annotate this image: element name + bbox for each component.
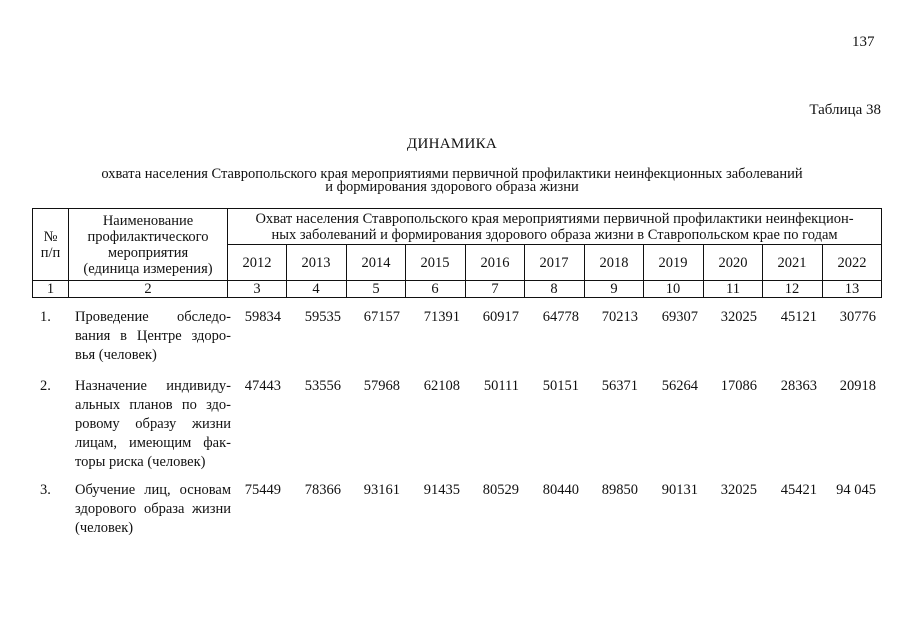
row-number: 2. [40,378,51,394]
col-number: 7 [491,281,499,297]
row-value: 20918 [839,378,876,394]
header-num [33,209,68,280]
row-value: 59834 [244,309,281,325]
header-year: 2019 [658,254,688,271]
col-number: 11 [726,281,740,297]
row-value: 60917 [482,309,519,325]
row-name-line: здорового образа жизни [75,501,231,517]
row-name [75,308,231,365]
header-year: 2013 [301,254,331,271]
header-year: 2015 [420,254,450,271]
col-number: 12 [784,281,800,297]
col-number: 5 [372,281,380,297]
row-value: 62108 [423,378,460,394]
header-num-label: № [43,228,58,245]
row-value: 45421 [780,482,817,498]
table-header [32,208,882,298]
row-value: 71391 [423,309,460,325]
table-label: Таблица 38 [809,102,881,118]
column-number-row-border [32,297,882,298]
row-name [75,481,231,538]
subheading-line-1: охвата населения Ставропольского края мероприятиями первичной профилактики неинфекционных заболеваний [101,166,803,182]
row-value: 80440 [542,482,579,498]
document-heading: ДИНАМИКА [406,136,498,152]
page-number: 137 [852,34,875,50]
header-year: 2021 [777,254,807,271]
row-name-line: вья (человек) [75,347,157,363]
row-value: 56264 [661,378,698,394]
row-name-line: Проведение обследо- [75,309,231,325]
row-value: 56371 [601,378,638,394]
col-number-2: 2 [144,281,152,297]
header-year: 2014 [361,254,391,271]
row-value: 93161 [363,482,400,498]
row-value: 47443 [244,378,281,394]
header-group-line-2: ных заболеваний и формирования здорового образа жизни в Ставропольском крае по годам [271,226,838,243]
row-value: 32025 [720,309,757,325]
row-name-line: торы риска (человек) [75,454,206,470]
col-number: 4 [312,281,320,297]
row-value: 53556 [304,378,341,394]
header-name-line-3: мероприятия [107,244,189,261]
col-number: 10 [665,281,681,297]
table-right-border [881,208,882,298]
header-year: 2022 [837,254,867,271]
header-name [69,209,227,280]
row-name-line: вания в Центре здоро- [75,328,231,344]
header-group-line-1: Охват населения Ставропольского края мероприятиями первичной профилактики неинфекцион- [255,210,854,227]
row-value: 80529 [482,482,519,498]
row-value: 70213 [601,309,638,325]
row-value: 75449 [244,482,281,498]
row-value: 50111 [483,378,519,394]
col-number: 6 [431,281,439,297]
row-value: 91435 [423,482,460,498]
row-name-line: Назначение индивиду- [75,378,231,394]
header-name-line-2: профилактического [87,228,209,245]
row-value: 64778 [542,309,579,325]
row-value: 90131 [661,482,698,498]
row-value: 89850 [601,482,638,498]
row-value: 57968 [363,378,400,394]
row-name-line: Обучение лиц, основам [75,482,231,498]
header-name-line-4: (единица измерения) [83,260,213,277]
row-name-line: лицам, имеющим фак- [75,435,231,451]
header-year: 2018 [599,254,629,271]
row-value: 59535 [304,309,341,325]
header-year: 2020 [718,254,748,271]
document-subheading [60,168,844,194]
col-number: 8 [550,281,558,297]
row-number: 3. [40,482,51,498]
row-value: 78366 [304,482,341,498]
row-value: 32025 [720,482,757,498]
row-value: 94 045 [836,482,876,498]
col-number: 9 [610,281,618,297]
row-value: 17086 [720,378,757,394]
header-year: 2016 [480,254,510,271]
header-year: 2017 [539,254,569,271]
subheading-line-2: и формирования здорового образа жизни [325,179,579,195]
row-name [75,377,231,472]
header-group [228,209,881,244]
row-value: 30776 [839,309,876,325]
row-number: 1. [40,309,51,325]
row-value: 45121 [780,309,817,325]
row-name-line: (человек) [75,520,134,536]
header-name-line-1: Наименование [102,212,194,229]
row-value: 28363 [780,378,817,394]
row-value: 50151 [542,378,579,394]
row-value: 69307 [661,309,698,325]
col-number: 13 [844,281,860,297]
row-value: 67157 [363,309,400,325]
header-num-label-2: п/п [40,244,61,261]
header-year: 2012 [242,254,272,271]
col-number: 3 [253,281,261,297]
row-name-line: ровому образу жизни [75,416,231,432]
row-name-line: альных планов по здо- [75,397,231,413]
col-number-1: 1 [46,281,55,297]
